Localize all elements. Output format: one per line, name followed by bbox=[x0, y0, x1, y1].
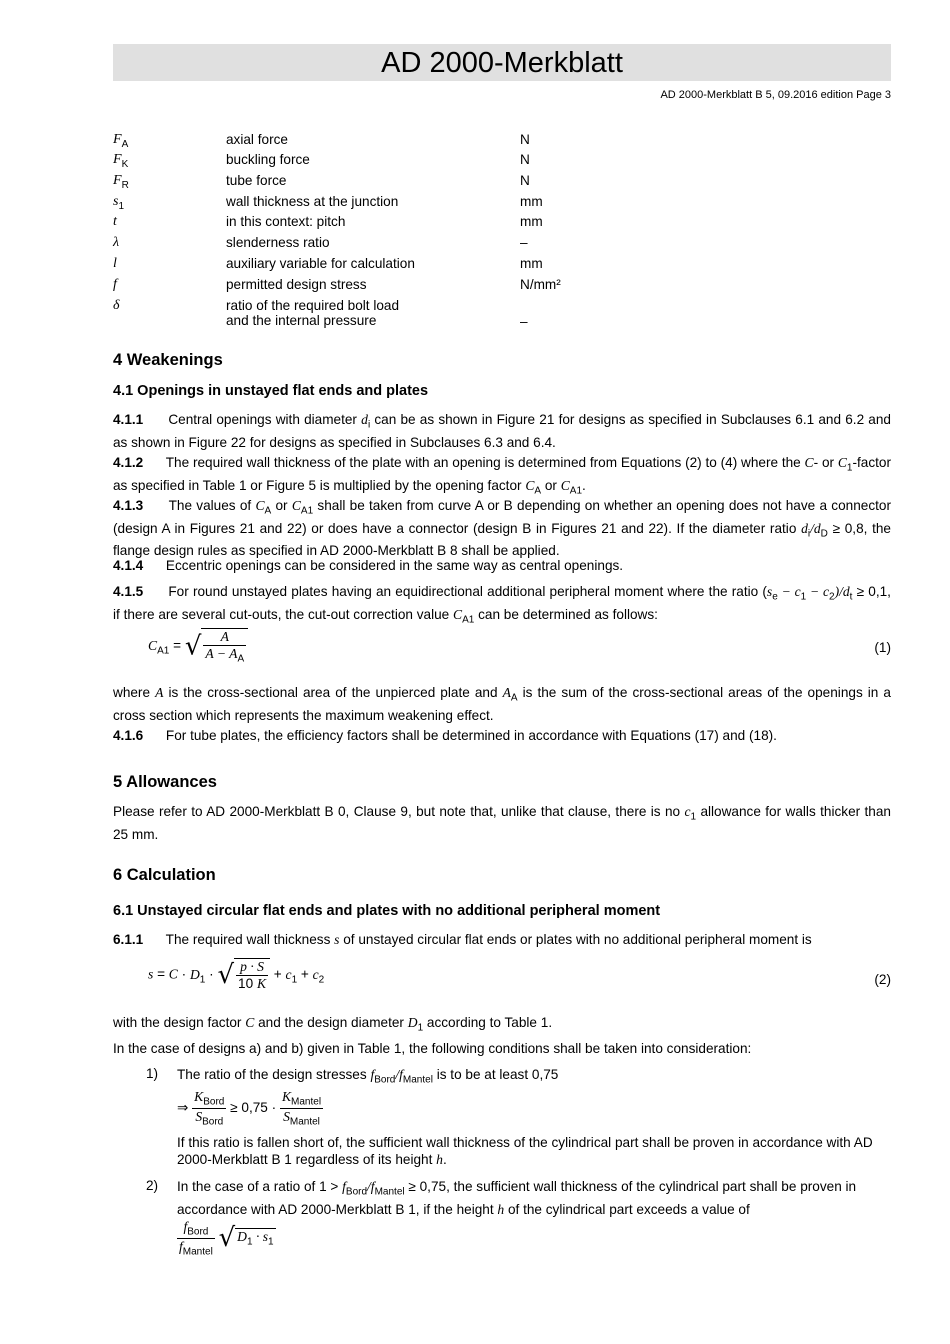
symbol-6: l bbox=[113, 256, 117, 271]
para-6-1-1: 6.1.1 The required wall thickness s of unstayed circular flat ends or plates with no additional peripheral moment is bbox=[113, 932, 812, 947]
section-5-heading: 5 Allowances bbox=[113, 773, 217, 791]
symbol-unit: – bbox=[520, 235, 528, 250]
symbol-description: ratio of the required bolt load and the internal pressure bbox=[226, 298, 400, 328]
symbol-unit: N bbox=[520, 152, 530, 167]
para-4-1-4: 4.1.4 Eccentric openings can be considered in the same way as central openings. bbox=[113, 558, 624, 573]
para-5: Please refer to AD 2000-Merkblatt B 0, Clause 9, but note that, unlike that clause, there is no $c_1$ allowance for walls thicker than 25 mm. bbox=[113, 804, 891, 842]
symbol-unit: N bbox=[520, 132, 530, 147]
list-item-1-note: If this ratio is fallen short of, the sufficient wall thickness of the cylindrical part shall be proven in accordance with AD 2000-Merkblatt B 1 regardless of its height h. bbox=[177, 1135, 873, 1167]
condition-1-formula: ⇒ $\frac{K_{Bord}}{S_{Bord}}$ ≥ 0,75 · $\frac{K_{Mantel}}{S_{Mantel}}$ bbox=[177, 1089, 322, 1128]
symbol-description: auxiliary variable for calculation bbox=[226, 256, 415, 271]
list-item-2-number: 2) bbox=[146, 1178, 159, 1193]
symbol-4: t bbox=[113, 214, 117, 229]
equation-2-number: (2) bbox=[874, 972, 891, 987]
symbol-0: $F_A$ bbox=[113, 132, 129, 150]
symbol-unit: mm bbox=[520, 214, 543, 229]
condition-2-formula: $\frac{f_{Bord}}{f_{Mantel}}$ √ $D_1 \cdot s_1$ bbox=[179, 1219, 274, 1258]
list-item-2-text: In the case of a ratio of $1 > f_{Bord}/f_{Mantel} \ge 0,75$, the sufficient wall thickness of the cylindrical part shall be proven in accordance with AD 2000-Merkblatt B 1, if the height h of the cylindrical part exceeds a value of bbox=[177, 1179, 857, 1217]
symbol-unit: – bbox=[520, 314, 528, 329]
symbol-description: axial force bbox=[226, 132, 288, 147]
symbol-description: permitted design stress bbox=[226, 277, 367, 292]
list-item-1-text: The ratio of the design stresses $f_{Bord}/f_{Mantel}$ is to be at least 0,75 bbox=[177, 1067, 559, 1086]
para-4-1-6: 4.1.6 For tube plates, the efficiency factors shall be determined in accordance with Equations (17) and (18). bbox=[113, 728, 777, 743]
symbol-3: $s_1$ bbox=[113, 194, 125, 212]
symbol-description: tube force bbox=[226, 173, 287, 188]
para-4-1-5: 4.1.5 For round unstayed plates having an equidirectional additional peripheral moment where the ratio $(s_e - c_1 - c_2)/d_t \ge 0,1$, if there are several cut-outs, the cut-out correction value $C_{A1}$ can be determined as follows: bbox=[113, 584, 891, 626]
para-4-1-2: 4.1.2 The required wall thickness of the plate with an opening is determined from Equations (2) to (4) where the C- or $C_1$-factor as specified in Table 1 or Figure 5 is multiplied by the opening factor $C_A$ or $C_{A1}$. bbox=[113, 455, 891, 497]
subsection-6-1-heading: 6.1 Unstayed circular flat ends and plates with no additional peripheral moment bbox=[113, 903, 661, 919]
para-4-1-1: 4.1.1 Central openings with diameter $d_i$ can be as shown in Figure 21 for designs as specified in Subclauses 6.1 and 6.2 and as shown in Figure 22 for designs as specified in Subclauses 6.3 and 6.4. bbox=[113, 412, 891, 450]
symbol-8: δ bbox=[113, 298, 120, 313]
equation-2: $s = C \cdot D_1$ · √ $\frac{p \cdot S}{10 K}$ + $c_1 + c_2$ bbox=[148, 959, 325, 991]
symbol-unit: N bbox=[520, 173, 530, 188]
symbol-unit: mm bbox=[520, 194, 543, 209]
symbol-unit: N/mm² bbox=[520, 277, 561, 292]
para-in-case: In the case of designs a) and b) given in Table 1, the following conditions shall be taken into consideration: bbox=[113, 1041, 752, 1056]
symbol-5: λ bbox=[113, 235, 120, 250]
section-4-heading: 4 Weakenings bbox=[113, 351, 223, 369]
para-design-factor: with the design factor C and the design diameter $D_1$ according to Table 1. bbox=[113, 1015, 553, 1034]
symbol-unit: mm bbox=[520, 256, 543, 271]
equation-1: $C_{A1}$ = √ $\frac{A}{A - A_A}$ bbox=[148, 628, 248, 665]
symbol-description: in this context: pitch bbox=[226, 214, 346, 229]
symbol-2: $F_R$ bbox=[113, 173, 129, 191]
para-after-eq1: where A is the cross-sectional area of the unpierced plate and $A_A$ is the sum of the cross-sectional areas of the openings in a cross section which represents the maximum weakening effect. bbox=[113, 685, 891, 723]
symbol-7: f bbox=[113, 277, 117, 292]
header-banner: AD 2000-Merkblatt bbox=[113, 44, 891, 81]
symbol-1: $F_K$ bbox=[113, 152, 129, 170]
page-subheader: AD 2000-Merkblatt B 5, 09.2016 edition Page 3 bbox=[660, 89, 891, 101]
equation-1-number: (1) bbox=[874, 640, 891, 655]
list-item-1-number: 1) bbox=[146, 1066, 159, 1081]
para-4-1-3: 4.1.3 The values of $C_A$ or $C_{A1}$ shall be taken from curve A or B depending on whether an opening does not have a connector (design A in Figures 21 and 22) or does have a connector (design B in Figures 21 and 22). If the diameter ratio $d_i/d_D \ge 0,8$, the flange design rules as specified in AD 2000-Merkblatt B 8 shall be applied. bbox=[113, 498, 892, 559]
subsection-4-1-heading: 4.1 Openings in unstayed flat ends and plates bbox=[113, 383, 429, 399]
symbol-description: slenderness ratio bbox=[226, 235, 330, 250]
symbol-description: buckling force bbox=[226, 152, 310, 167]
section-6-heading: 6 Calculation bbox=[113, 866, 216, 884]
symbol-description: wall thickness at the junction bbox=[226, 194, 399, 209]
